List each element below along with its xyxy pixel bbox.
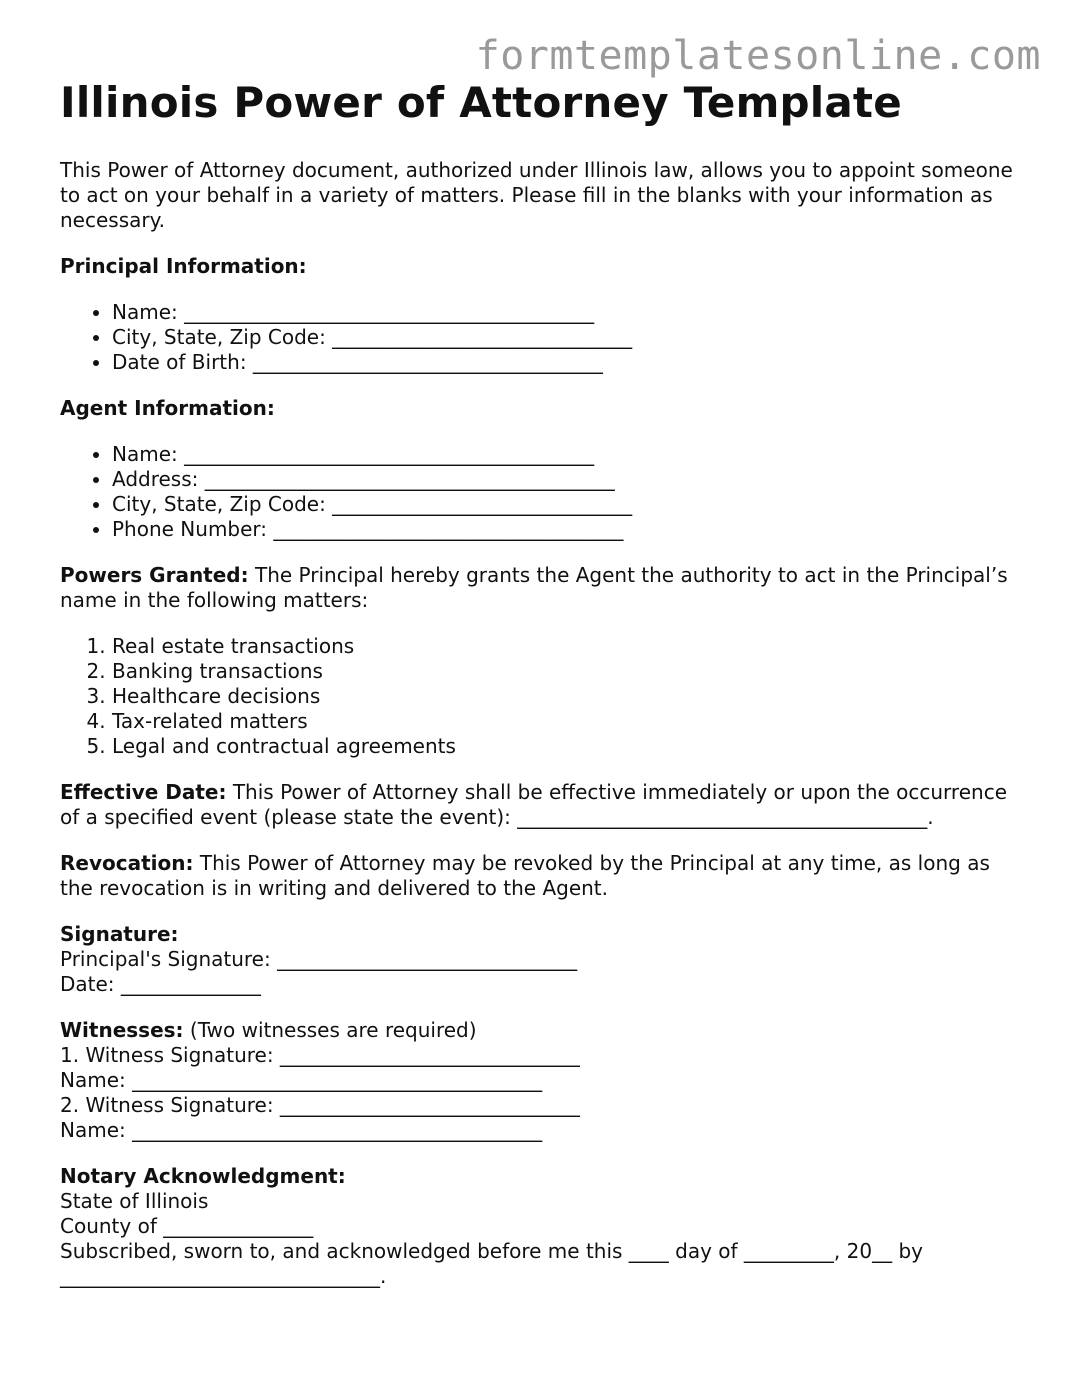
- witness-2-signature-line: 2. Witness Signature: ______________________________: [60, 1093, 580, 1117]
- signature-date-line: Date: ______________: [60, 972, 261, 996]
- power-item: 4. Tax-related matters: [112, 709, 1020, 734]
- witness-1-signature-line: 1. Witness Signature: ______________________________: [60, 1043, 580, 1067]
- powers-paragraph: [60, 563, 1020, 613]
- revocation-paragraph: [60, 851, 1020, 901]
- intro-paragraph: This Power of Attorney document, authorized under Illinois law, allows you to appoint someone to act on your behalf in a variety of matters. Please fill in the blanks with your information as necessary.: [60, 158, 1013, 232]
- witness-2-name-line: Name: _________________________________________: [60, 1118, 543, 1142]
- principal-heading: Principal Information:: [60, 254, 307, 278]
- principal-signature-line: Principal's Signature: ______________________________: [60, 947, 578, 971]
- agent-name-field: • Name: _________________________________________: [112, 442, 1020, 467]
- effective-label: Effective Date:: [60, 780, 227, 804]
- principal-name-field: • Name: _________________________________________: [112, 300, 1020, 325]
- agent-list: [60, 442, 1020, 542]
- revocation-label: Revocation:: [60, 851, 194, 875]
- principal-list: [60, 300, 1020, 375]
- signature-section: [60, 922, 1020, 997]
- document-page: [60, 78, 1020, 1310]
- agent-city-field: • City, State, Zip Code: ______________________________: [112, 492, 1020, 517]
- power-item: 5. Legal and contractual agreements: [112, 734, 1020, 759]
- effective-text: This Power of Attorney shall be effective immediately or upon the occurrence of a specified event (please state the event): _________________________________________.: [60, 780, 1007, 829]
- watermark: formtemplatesonline.com: [475, 33, 1041, 79]
- principal-dob-field: • Date of Birth: ___________________________________: [112, 350, 1020, 375]
- power-item: 1. Real estate transactions: [112, 634, 1020, 659]
- principal-city-field: • City, State, Zip Code: ______________________________: [112, 325, 1020, 350]
- power-item: 2. Banking transactions: [112, 659, 1020, 684]
- notary-state-line: State of Illinois: [60, 1189, 209, 1213]
- witnesses-heading-line: [60, 1018, 1020, 1043]
- effective-paragraph: [60, 780, 1020, 830]
- powers-list: [60, 634, 1020, 759]
- notary-label: Notary Acknowledgment:: [60, 1164, 346, 1188]
- notary-county-line: County of _______________: [60, 1214, 314, 1238]
- notary-section: [60, 1164, 1020, 1289]
- power-item: 3. Healthcare decisions: [112, 684, 1020, 709]
- notary-subscribed-line: Subscribed, sworn to, and acknowledged before me this ____ day of _________, 20__ by ________________________________.: [60, 1239, 923, 1288]
- witness-1-name-line: Name: _________________________________________: [60, 1068, 543, 1092]
- agent-address-field: • Address: _________________________________________: [112, 467, 1020, 492]
- document-title: Illinois Power of Attorney Template: [60, 78, 902, 127]
- powers-text: The Principal hereby grants the Agent the authority to act in the Principal’s name in the following matters:: [60, 563, 1008, 612]
- witnesses-section: [60, 1018, 1020, 1143]
- witnesses-label: Witnesses:: [60, 1018, 184, 1042]
- powers-label: Powers Granted:: [60, 563, 249, 587]
- revocation-text: This Power of Attorney may be revoked by the Principal at any time, as long as the revocation is in writing and delivered to the Agent.: [60, 851, 990, 900]
- witnesses-note: (Two witnesses are required): [183, 1018, 477, 1042]
- agent-heading: Agent Information:: [60, 396, 275, 420]
- signature-label: Signature:: [60, 922, 179, 946]
- agent-phone-field: • Phone Number: ___________________________________: [112, 517, 1020, 542]
